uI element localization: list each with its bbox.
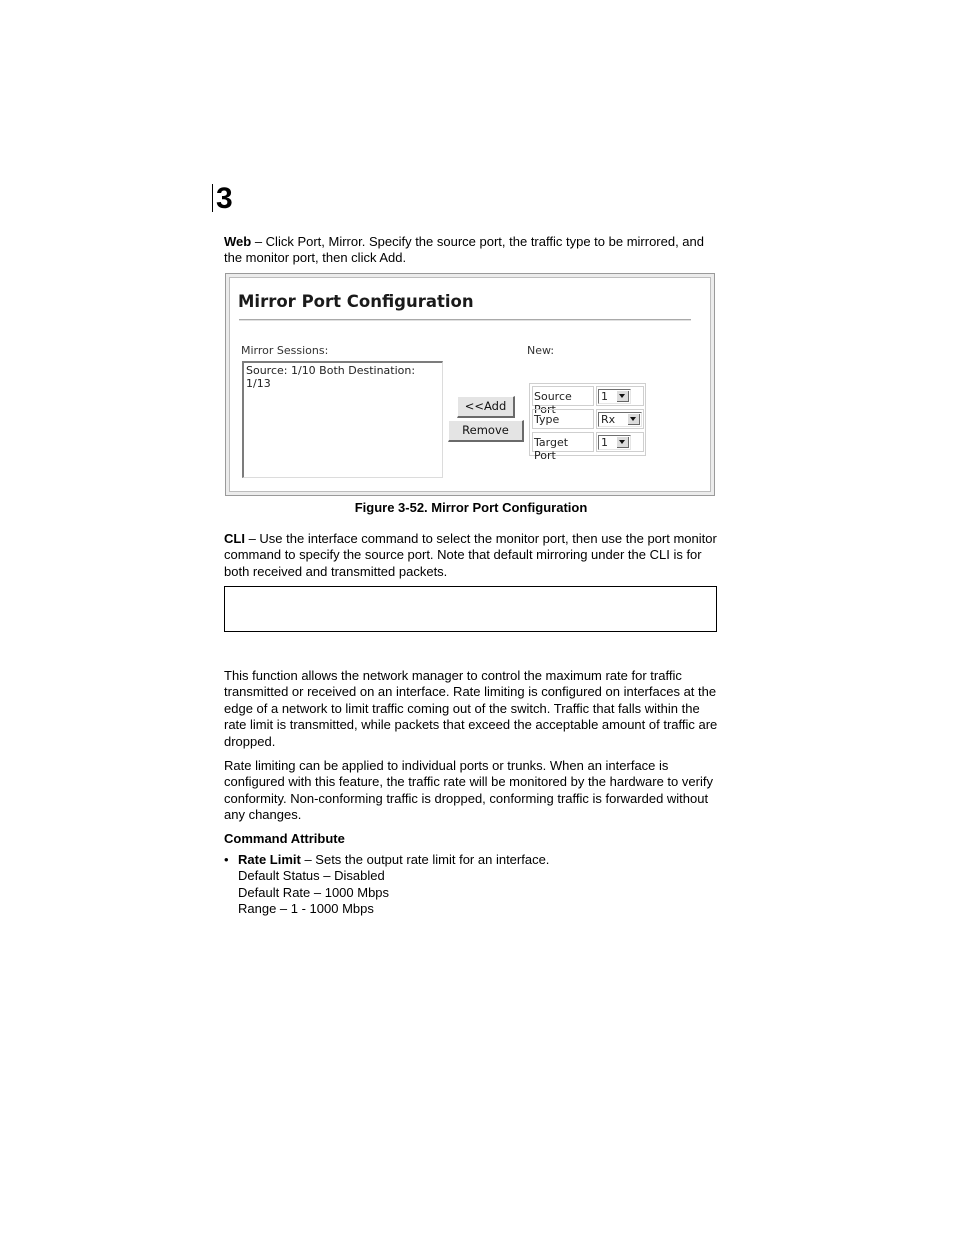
cli-lead: CLI bbox=[224, 531, 245, 546]
target-port-select[interactable] bbox=[598, 435, 631, 450]
web-text: – Click Port, Mirror. Specify the source port, the traffic type to be mirrored, and the monitor port, then click Add. bbox=[224, 234, 704, 266]
web-instructions bbox=[224, 234, 718, 267]
default-rate: Default Rate – 1000 Mbps bbox=[238, 884, 390, 900]
source-port-select[interactable] bbox=[598, 389, 631, 404]
rate-limit-details: Rate limiting can be applied to individual ports or trunks. When an interface is configured with this feature, the traffic rate will be monitored by the hardware to verify conformity. Non-conforming traffic is dropped, conforming traffic is forwarded without any changes. bbox=[224, 758, 713, 823]
title-divider bbox=[239, 319, 691, 321]
mirror-port-figure bbox=[225, 273, 715, 496]
attribute-description: – Sets the output rate limit for an interface. bbox=[300, 852, 550, 867]
web-lead: Web bbox=[224, 234, 252, 249]
figure-title: Mirror Port Configuration bbox=[238, 292, 474, 311]
figure-panel bbox=[229, 277, 711, 492]
type-value: Rx bbox=[601, 413, 616, 426]
type-cell bbox=[596, 409, 644, 429]
figure-caption: Figure 3-52. Mirror Port Configuration bbox=[354, 500, 588, 515]
attribute-name: Rate Limit bbox=[238, 852, 301, 867]
source-port-value: 1 bbox=[601, 390, 608, 403]
source-port-label: Source Port bbox=[532, 386, 594, 406]
type-label: Type bbox=[532, 409, 594, 429]
target-port-cell bbox=[596, 432, 644, 452]
chevron-down-icon[interactable] bbox=[628, 414, 640, 425]
command-attribute-heading: Command Attribute bbox=[224, 831, 345, 846]
remove-button[interactable]: Remove bbox=[448, 420, 524, 442]
new-session-table bbox=[529, 383, 646, 462]
chevron-down-icon[interactable] bbox=[617, 437, 629, 448]
cli-text: – Use the interface command to select the monitor port, then use the port monitor command to specify the source port. Note that default mirroring under the CLI is for both received and transmitted packets. bbox=[224, 531, 717, 579]
chapter-number: 3 bbox=[212, 184, 232, 212]
mirror-sessions-listbox[interactable] bbox=[242, 361, 443, 478]
mirror-sessions-label: Mirror Sessions: bbox=[241, 344, 329, 357]
target-port-label: Target Port bbox=[532, 432, 594, 452]
bullet-marker: • bbox=[224, 852, 229, 867]
new-label: New: bbox=[527, 344, 555, 357]
chevron-down-icon[interactable] bbox=[617, 391, 629, 402]
rate-limit-intro: This function allows the network manager to control the maximum rate for traffic transmitted or received on an interface. Rate limiting is configured on interfaces at the edge of a network to limit traffic coming out of the switch. Traffic that falls within the rate limit is transmitted, while packets that exceed the acceptable amount of traffic are dropped. bbox=[224, 668, 718, 749]
add-button[interactable]: <<Add bbox=[457, 396, 515, 418]
cli-example-box bbox=[224, 586, 717, 632]
attribute-line bbox=[238, 852, 718, 868]
source-port-cell bbox=[596, 386, 644, 406]
target-port-value: 1 bbox=[601, 436, 608, 449]
cli-instructions bbox=[224, 531, 718, 580]
type-select[interactable] bbox=[598, 412, 642, 427]
session-entry[interactable]: Source: 1/10 Both Destination: 1/13 bbox=[246, 364, 416, 390]
default-status: Default Status – Disabled bbox=[238, 868, 385, 884]
rate-limit-attribute bbox=[238, 852, 718, 918]
range: Range – 1 - 1000 Mbps bbox=[238, 901, 374, 917]
